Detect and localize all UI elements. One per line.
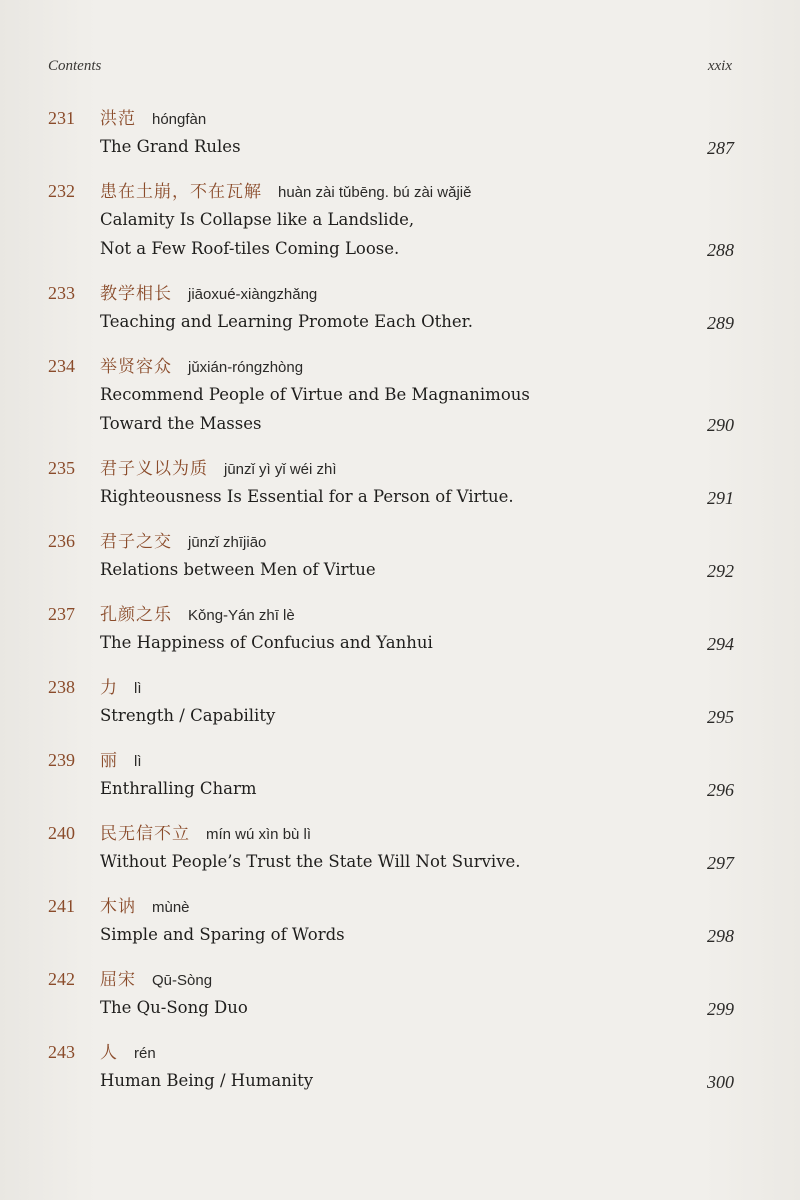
- entry-english-title: Without People’s Trust the State Will Not Survive.: [100, 852, 521, 871]
- entry-number: 238: [48, 677, 75, 697]
- entry-heading: [48, 600, 734, 628]
- entry-pinyin: huàn zài tǔbēng. bú zài wǎjiě: [278, 184, 472, 201]
- entry-page-number[interactable]: 289: [707, 313, 734, 333]
- entry-page-number[interactable]: 291: [707, 488, 734, 508]
- entry-chinese-term: 君子之交: [100, 532, 172, 552]
- contents-entry[interactable]: [48, 279, 734, 336]
- entry-english-title: Simple and Sparing of Words: [100, 925, 345, 944]
- page-number-roman: xxix: [707, 58, 732, 74]
- contents-entry[interactable]: [48, 819, 734, 876]
- entry-pinyin: mùnè: [152, 899, 190, 916]
- entry-chinese-term: 君子义以为质: [100, 459, 208, 479]
- contents-entry[interactable]: [48, 352, 734, 438]
- entry-pinyin: jiāoxué-xiàngzhǎng: [188, 286, 318, 303]
- entry-english-title: The Grand Rules: [100, 137, 241, 156]
- entry-pinyin: Qū-Sòng: [152, 972, 213, 989]
- entry-pinyin: Kǒng-Yán zhī lè: [188, 607, 295, 624]
- entry-english-title: Recommend People of Virtue and Be Magnanimous: [100, 385, 530, 404]
- entry-number: 236: [48, 531, 75, 551]
- entry-chinese-term: 教学相长: [100, 284, 172, 304]
- entry-english-title: The Happiness of Confucius and Yanhui: [100, 633, 433, 652]
- entry-page-number[interactable]: 295: [707, 707, 734, 727]
- contents-entry[interactable]: [48, 892, 734, 949]
- entry-number: 237: [48, 604, 75, 624]
- entry-heading: [48, 819, 734, 847]
- entry-english-title: Righteousness Is Essential for a Person of Virtue.: [100, 487, 514, 506]
- entry-number: 233: [48, 283, 75, 303]
- entry-number: 231: [48, 108, 75, 128]
- entry-english-title: Toward the Masses: [100, 414, 262, 433]
- contents-entry[interactable]: [48, 1038, 734, 1095]
- entry-page-number[interactable]: 298: [707, 926, 734, 946]
- entry-page-number[interactable]: 287: [707, 138, 734, 158]
- entry-heading: [48, 1038, 734, 1066]
- entry-chinese-term: 人: [100, 1043, 118, 1063]
- entry-page-number[interactable]: 299: [707, 999, 734, 1019]
- contents-entry[interactable]: [48, 673, 734, 730]
- entry-english-title: Relations between Men of Virtue: [100, 560, 376, 579]
- entry-heading: [48, 965, 734, 993]
- entry-page-number[interactable]: 296: [707, 780, 734, 800]
- entry-pinyin: mín wú xìn bù lì: [206, 826, 312, 843]
- entry-heading: [48, 279, 734, 307]
- contents-entry[interactable]: [48, 746, 734, 803]
- entry-pinyin: lì: [134, 753, 142, 770]
- contents-entry[interactable]: [48, 600, 734, 657]
- contents-entry[interactable]: [48, 104, 734, 161]
- contents-entry[interactable]: [48, 965, 734, 1022]
- entry-english-title: Teaching and Learning Promote Each Other.: [100, 312, 473, 331]
- entry-chinese-term: 患在土崩，不在瓦解: [100, 182, 262, 202]
- entry-english-title: Human Being / Humanity: [100, 1071, 314, 1090]
- entry-chinese-term: 丽: [100, 751, 118, 771]
- entry-number: 232: [48, 181, 75, 201]
- entry-page-number[interactable]: 300: [707, 1072, 734, 1092]
- entry-pinyin: rén: [134, 1045, 156, 1062]
- entry-page-number[interactable]: 297: [707, 853, 734, 873]
- entry-heading: [48, 673, 734, 701]
- running-head: [48, 58, 732, 75]
- entry-number: 241: [48, 896, 75, 916]
- entry-chinese-term: 洪范: [100, 109, 136, 129]
- contents-entry[interactable]: [48, 177, 734, 263]
- contents-entry[interactable]: [48, 454, 734, 511]
- contents-list: [48, 104, 734, 1111]
- entry-page-number[interactable]: 290: [707, 415, 734, 435]
- entry-heading: [48, 177, 734, 205]
- entry-pinyin: lì: [134, 680, 142, 697]
- entry-number: 240: [48, 823, 75, 843]
- entry-number: 235: [48, 458, 75, 478]
- entry-chinese-term: 民无信不立: [100, 824, 190, 844]
- entry-pinyin: hóngfàn: [152, 111, 207, 128]
- entry-english-title: Strength / Capability: [100, 706, 276, 725]
- entry-english-title: Not a Few Roof-tiles Coming Loose.: [100, 239, 400, 258]
- entry-pinyin: jūnzǐ yì yǐ wéi zhì: [224, 461, 337, 478]
- running-head-title: Contents: [48, 58, 102, 74]
- entry-number: 234: [48, 356, 75, 376]
- entry-chinese-term: 力: [100, 678, 118, 698]
- entry-chinese-term: 孔颜之乐: [100, 605, 172, 625]
- entry-chinese-term: 木讷: [100, 897, 136, 917]
- entry-pinyin: jūnzǐ zhījiāo: [188, 534, 267, 551]
- entry-english-title: Calamity Is Collapse like a Landslide,: [100, 210, 415, 229]
- entry-heading: [48, 746, 734, 774]
- entry-page-number[interactable]: 292: [707, 561, 734, 581]
- entry-chinese-term: 屈宋: [100, 970, 136, 990]
- entry-number: 242: [48, 969, 75, 989]
- entry-english-title: The Qu-Song Duo: [100, 998, 248, 1017]
- contents-entry[interactable]: [48, 527, 734, 584]
- entry-number: 239: [48, 750, 75, 770]
- entry-heading: [48, 104, 734, 132]
- entry-page-number[interactable]: 294: [707, 634, 734, 654]
- entry-heading: [48, 892, 734, 920]
- entry-pinyin: jǔxián-róngzhòng: [188, 359, 304, 376]
- entry-heading: [48, 352, 734, 380]
- entry-page-number[interactable]: 288: [707, 240, 734, 260]
- entry-english-title: Enthralling Charm: [100, 779, 257, 798]
- entry-heading: [48, 454, 734, 482]
- entry-chinese-term: 举贤容众: [100, 357, 172, 377]
- entry-heading: [48, 527, 734, 555]
- entry-number: 243: [48, 1042, 75, 1062]
